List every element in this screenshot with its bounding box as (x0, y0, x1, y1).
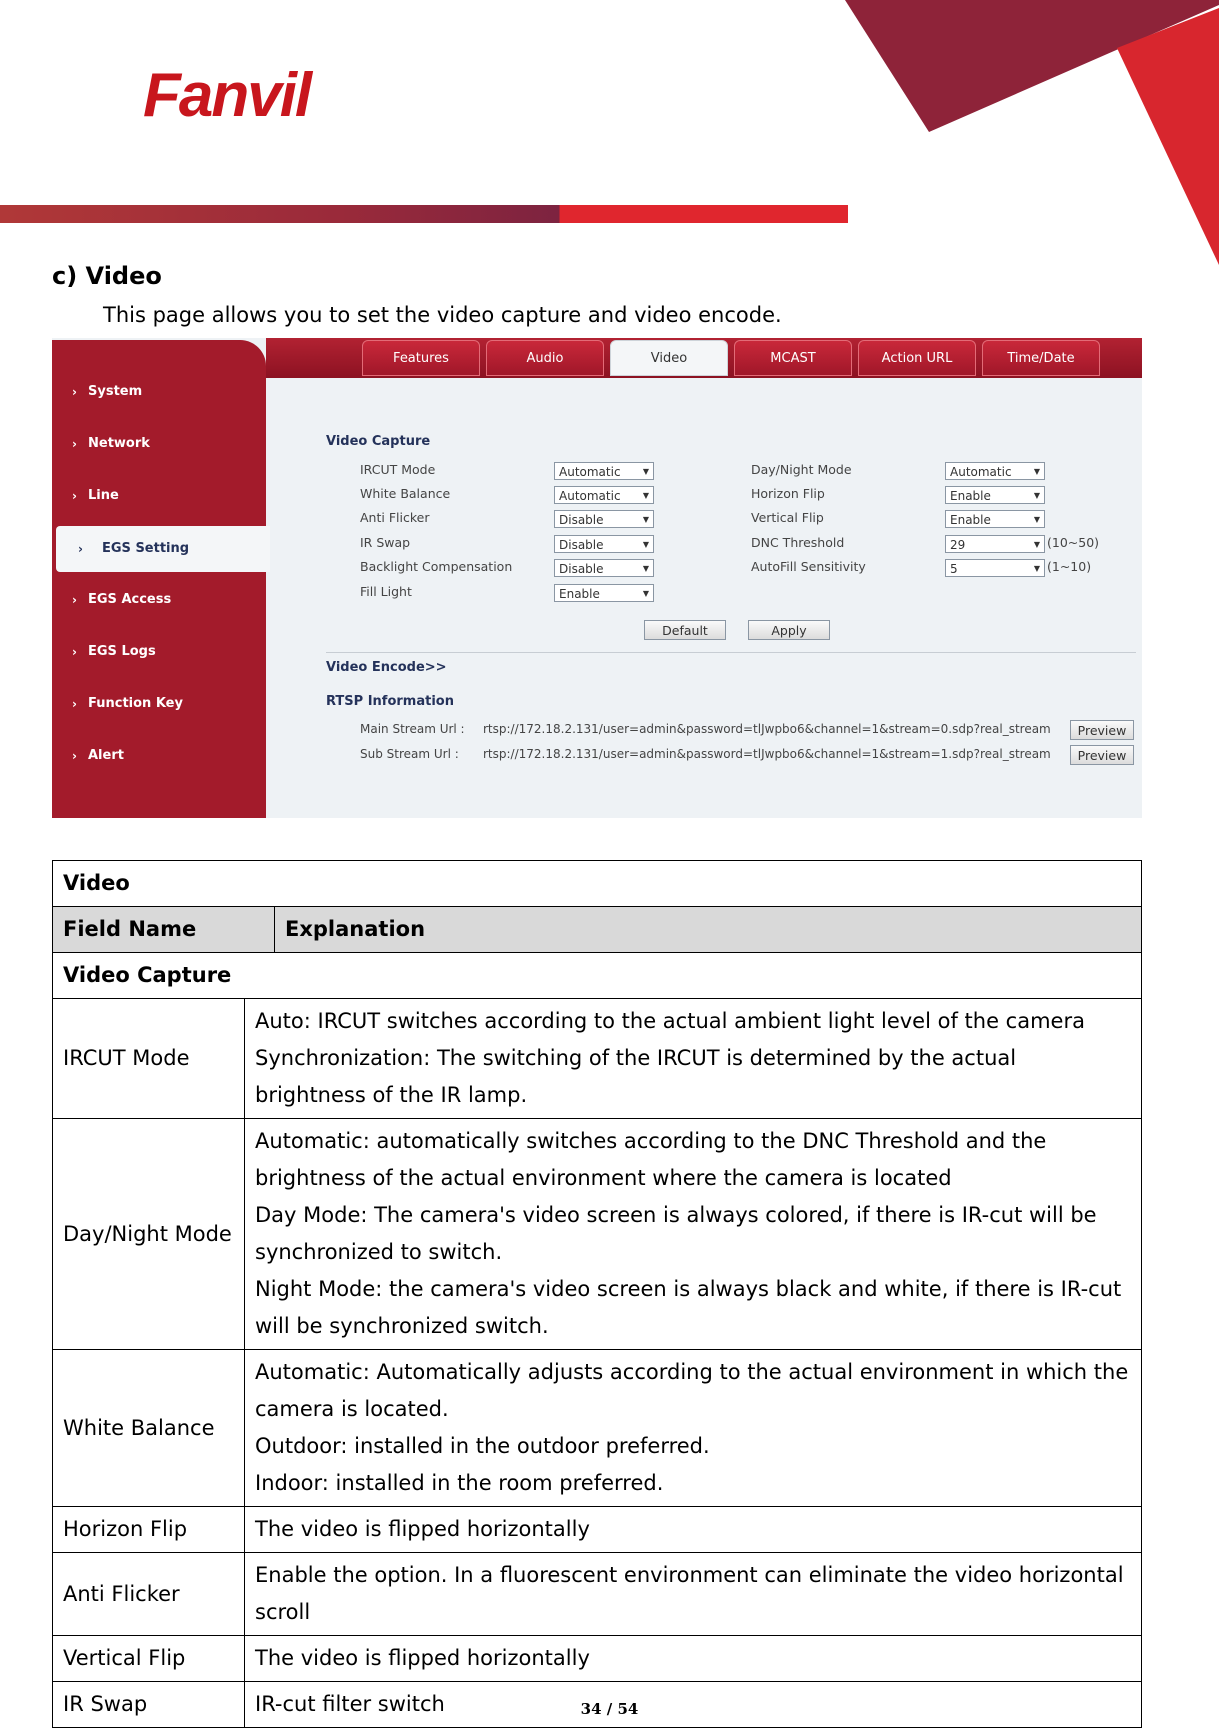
dnc-threshold-select[interactable] (945, 535, 1045, 553)
field-label: Horizon Flip (751, 486, 825, 501)
sidebar-item-label: EGS Logs (88, 644, 156, 659)
field-name: Anti Flicker (53, 1553, 245, 1636)
video-encode-link[interactable]: Video Encode>> (326, 660, 447, 675)
sidebar-item-egs-access[interactable] (52, 580, 266, 620)
rtsp-heading: RTSP Information (326, 694, 454, 709)
section-title: c) Video (52, 262, 162, 290)
dropdown-arrow-icon: ▼ (642, 515, 649, 524)
select-value: Disable (559, 538, 604, 552)
main-stream-label: Main Stream Url : (360, 722, 465, 736)
table-title-row (53, 861, 1142, 907)
dropdown-arrow-icon: ▼ (1033, 467, 1040, 476)
sidebar-item-system[interactable] (52, 372, 266, 412)
range-hint: (1~10) (1047, 559, 1092, 574)
table-row (53, 999, 1142, 1119)
tab-time-date[interactable]: Time/Date (982, 340, 1100, 376)
tab-features[interactable]: Features (362, 340, 480, 376)
page-number: 34 / 54 (580, 1700, 639, 1718)
select-value: Automatic (950, 465, 1012, 479)
field-name: Vertical Flip (53, 1636, 245, 1682)
table-header-row (53, 907, 1142, 953)
chevron-right-icon: › (72, 437, 77, 451)
video-settings-screenshot (52, 338, 1142, 818)
sidebar-item-label: Network (88, 436, 150, 451)
tab-video[interactable]: Video (610, 340, 728, 376)
sidebar-item-label: EGS Setting (102, 541, 190, 556)
day-night-mode-select[interactable] (945, 462, 1045, 480)
sub-stream-preview-button[interactable]: Preview (1070, 745, 1134, 765)
chevron-right-icon: › (72, 593, 77, 607)
autofill-sensitivity-select[interactable] (945, 559, 1045, 577)
select-value: Enable (950, 513, 991, 527)
tab-mcast[interactable]: MCAST (734, 340, 852, 376)
sidebar-item-label: Line (88, 488, 119, 503)
divider (326, 652, 1136, 653)
sidebar-item-egs-setting[interactable] (56, 526, 270, 572)
corner-decoration (799, 0, 1219, 270)
tab-bar (266, 338, 1142, 378)
select-value: Enable (950, 489, 991, 503)
field-explanation (245, 1350, 1142, 1507)
table-row (53, 1553, 1142, 1636)
explanation-line: Day Mode: The camera's video screen is always colored, if there is IR-cut will be synchronized to switch. (255, 1203, 1097, 1264)
header-field-name: Field Name (53, 907, 275, 953)
chevron-right-icon: › (78, 542, 83, 556)
main-stream-url: rtsp://172.18.2.131/user=admin&password=tlJwpbo6&channel=1&stream=0.sdp?real_stream (483, 722, 1051, 736)
select-value: Disable (559, 562, 604, 576)
field-explanation: The video is flipped horizontally (245, 1636, 1142, 1682)
select-value: Automatic (559, 465, 621, 479)
sub-stream-url: rtsp://172.18.2.131/user=admin&password=tlJwpbo6&channel=1&stream=1.sdp?real_stream (483, 747, 1051, 761)
select-value: Disable (559, 513, 604, 527)
field-label: IRCUT Mode (360, 462, 436, 477)
field-label: White Balance (360, 486, 451, 501)
field-explanation (245, 999, 1142, 1119)
horizon-flip-select[interactable] (945, 486, 1045, 504)
header-explanation: Explanation (275, 907, 1142, 953)
tab-action-url[interactable]: Action URL (858, 340, 976, 376)
chevron-right-icon: › (72, 697, 77, 711)
dropdown-arrow-icon: ▼ (1033, 515, 1040, 524)
sidebar-item-label: System (88, 384, 143, 399)
field-label: DNC Threshold (751, 535, 845, 550)
chevron-right-icon: › (72, 645, 77, 659)
backlight-compensation-select[interactable] (554, 559, 654, 577)
white-balance-select[interactable] (554, 486, 654, 504)
ircut-mode-select[interactable] (554, 462, 654, 480)
settings-panel (270, 378, 1142, 818)
ir-swap-select[interactable] (554, 535, 654, 553)
chevron-right-icon: › (72, 749, 77, 763)
field-name: White Balance (53, 1350, 245, 1507)
sidebar-item-label: Function Key (88, 696, 183, 711)
anti-flicker-select[interactable] (554, 510, 654, 528)
video-capture-heading: Video Capture (326, 434, 431, 449)
explanation-line: Indoor: installed in the room preferred. (255, 1471, 664, 1495)
sidebar-item-function-key[interactable] (52, 684, 266, 724)
field-explanation: The video is flipped horizontally (245, 1507, 1142, 1553)
fill-light-select[interactable] (554, 584, 654, 602)
field-label: Vertical Flip (751, 510, 824, 525)
sub-stream-label: Sub Stream Url : (360, 747, 459, 761)
sidebar-item-alert[interactable] (52, 736, 266, 776)
range-hint: (10~50) (1047, 535, 1100, 550)
field-name: IRCUT Mode (53, 999, 245, 1119)
chevron-right-icon: › (72, 385, 77, 399)
explanation-line: Automatic: Automatically adjusts according to the actual environment in which the camera is located. (255, 1360, 1129, 1421)
sidebar-item-label: EGS Access (88, 592, 172, 607)
explanation-line: Outdoor: installed in the outdoor preferred. (255, 1434, 710, 1458)
field-name: Horizon Flip (53, 1507, 245, 1553)
fanvil-logo (143, 61, 343, 130)
field-label: Fill Light (360, 584, 412, 599)
table-row (53, 1636, 1142, 1682)
dropdown-arrow-icon: ▼ (642, 564, 649, 573)
sidebar-item-label: Alert (88, 748, 124, 763)
tab-audio[interactable]: Audio (486, 340, 604, 376)
field-name: Day/Night Mode (53, 1119, 245, 1350)
dropdown-arrow-icon: ▼ (642, 540, 649, 549)
dropdown-arrow-icon: ▼ (642, 491, 649, 500)
dropdown-arrow-icon: ▼ (642, 467, 649, 476)
section-description: This page allows you to set the video capture and video encode. (103, 303, 782, 327)
field-explanation: Enable the option. In a fluorescent environment can eliminate the video horizontal scroll (245, 1553, 1142, 1636)
table-title: Video (53, 861, 1142, 907)
table-group-row (53, 953, 1142, 999)
field-label: Anti Flicker (360, 510, 430, 525)
dropdown-arrow-icon: ▼ (1033, 540, 1040, 549)
sidebar-item-egs-logs[interactable] (52, 632, 266, 672)
main-stream-preview-button[interactable]: Preview (1070, 720, 1134, 740)
vertical-flip-select[interactable] (945, 510, 1045, 528)
default-button[interactable]: Default (644, 620, 726, 640)
select-value: 5 (950, 562, 958, 576)
select-value: Enable (559, 587, 600, 601)
field-name: IR Swap (53, 1682, 245, 1728)
field-explanation (245, 1119, 1142, 1350)
video-field-table (52, 860, 1142, 1728)
select-value: Automatic (559, 489, 621, 503)
sidebar-item-network[interactable] (52, 424, 266, 464)
explanation-line: Night Mode: the camera's video screen is always black and white, if there is IR-cut will be synchronized switch. (255, 1277, 1122, 1338)
chevron-right-icon: › (72, 489, 77, 503)
select-value: 29 (950, 538, 966, 552)
field-label: Day/Night Mode (751, 462, 852, 477)
dropdown-arrow-icon: ▼ (1033, 564, 1040, 573)
sidebar-item-line[interactable] (52, 476, 266, 516)
table-row (53, 1507, 1142, 1553)
table-row (53, 1119, 1142, 1350)
field-label: IR Swap (360, 535, 411, 550)
logo-text: Fanvil (143, 61, 311, 130)
field-explanation: IR-cut filter switch (245, 1682, 1142, 1728)
group-video-capture: Video Capture (53, 953, 1142, 999)
explanation-line: Synchronization: The switching of the IRCUT is determined by the actual brightness of the IR lamp. (255, 1046, 1017, 1107)
table-row (53, 1350, 1142, 1507)
field-label: AutoFill Sensitivity (751, 559, 866, 574)
dropdown-arrow-icon: ▼ (642, 589, 649, 598)
field-label: Backlight Compensation (360, 559, 513, 574)
explanation-line: Automatic: automatically switches according to the DNC Threshold and the brightness of the actual environment where the camera is located (255, 1129, 1047, 1190)
explanation-line: Auto: IRCUT switches according to the actual ambient light level of the camera (255, 1009, 1085, 1033)
sidebar (52, 340, 266, 818)
apply-button[interactable]: Apply (748, 620, 830, 640)
dropdown-arrow-icon: ▼ (1033, 491, 1040, 500)
header-bar (0, 205, 848, 223)
